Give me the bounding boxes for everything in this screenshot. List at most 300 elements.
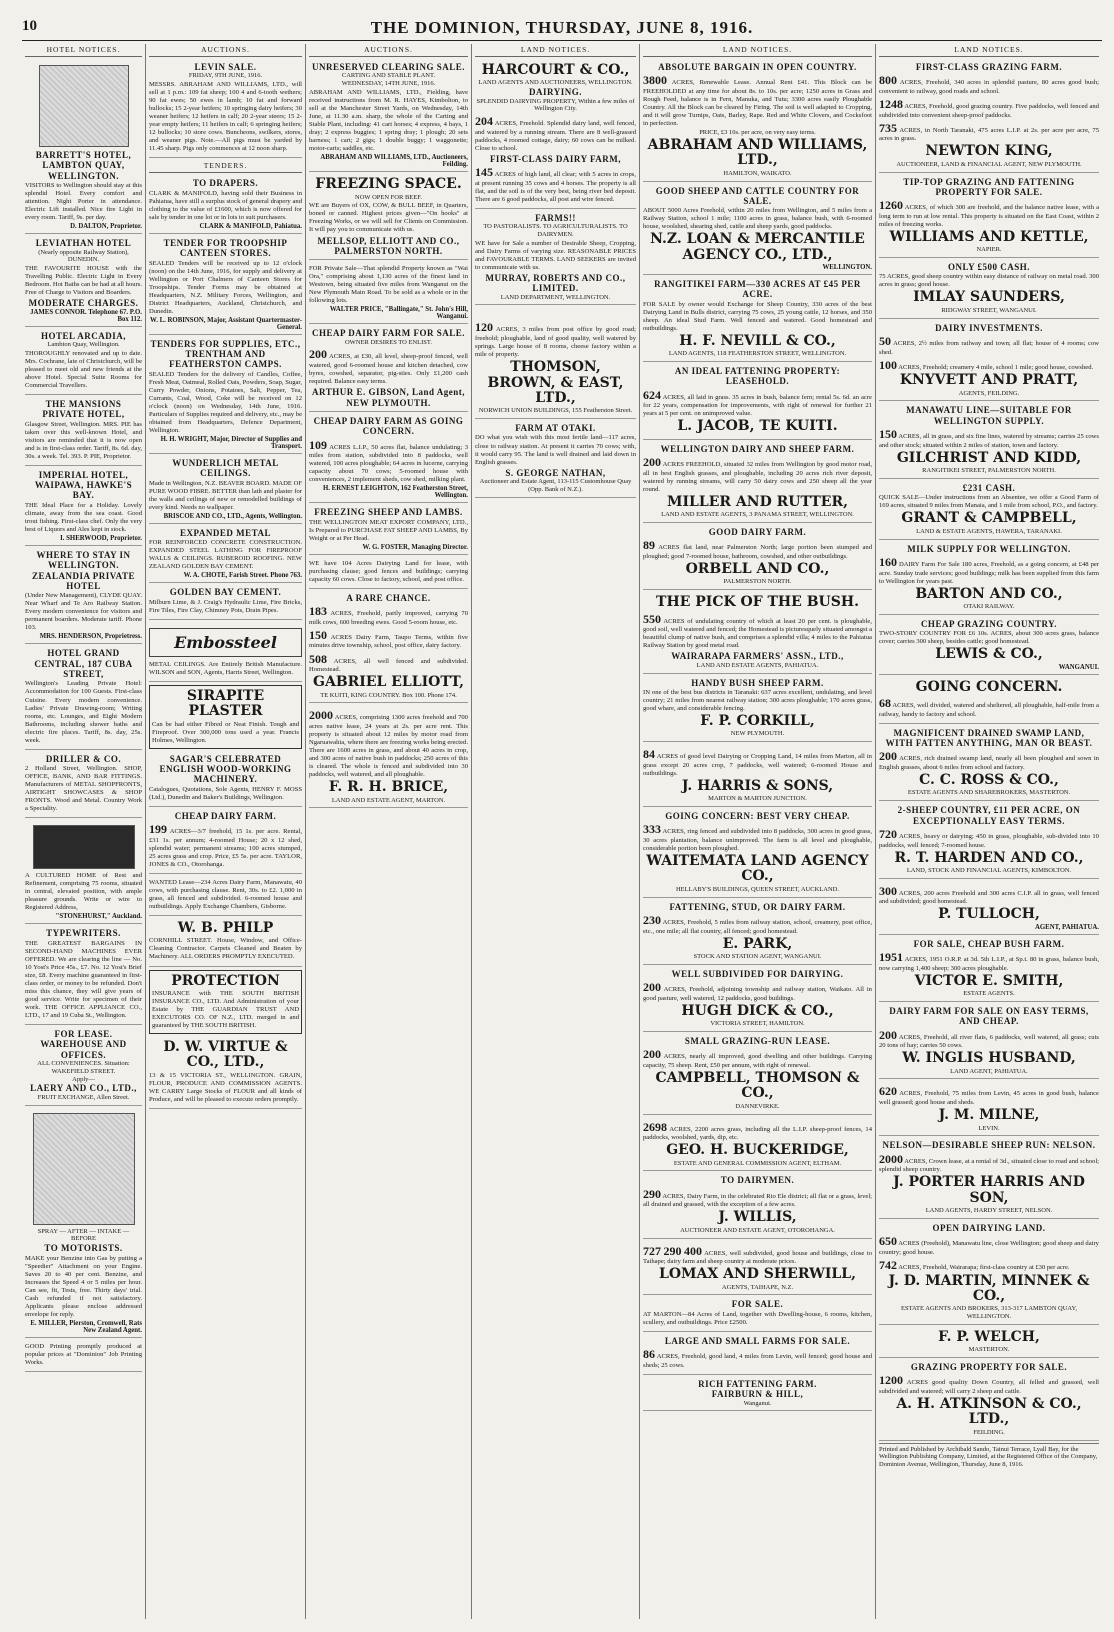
acreage: 200 — [643, 980, 661, 995]
ad-welch — [879, 1327, 1099, 1358]
ad-sirapite — [149, 685, 302, 749]
ad-title: WELLINGTON DAIRY AND SHEEP FARM. — [660, 443, 855, 454]
acreage: 84 — [643, 747, 655, 762]
ad-harris-sons — [643, 744, 872, 807]
ad-body — [643, 1347, 872, 1370]
ad-body: THE WELLINGTON MEAT EXPORT COMPANY, LTD., Is Prepared to PURCHASE FAT SHEEP AND LAMBS, By Weight or at Per Head. — [309, 518, 468, 542]
ad-brand: P. TULLOCH, — [938, 906, 1040, 923]
ad-title: A RARE CHANCE. — [346, 592, 431, 603]
acreage: 624 — [643, 387, 661, 402]
ad-signature: ABRAHAM AND WILLIAMS, LTD., Auctioneers, Feilding. — [320, 154, 468, 169]
ad-brand: J. M. MILNE, — [938, 1107, 1040, 1124]
ad-brand: J. HARRIS & SONS, — [681, 777, 834, 794]
ad-signature: MRS. HENDERSON, Proprietress. — [39, 633, 142, 641]
masthead-title: THE DOMINION, THURSDAY, JUNE 8, 1916. — [370, 18, 754, 37]
ad-address: VICTORIA STREET, HAMILTON. — [710, 1020, 805, 1028]
illustration-labels: SPRAY — AFTER — INTAKE — BEFORE — [37, 1227, 130, 1243]
ad-body: 75 ACRES, good sheep country within easy distance of railway on metal road. 300 acres in grass; good house. — [879, 273, 1099, 289]
ad-body — [309, 604, 468, 627]
acreage: 204 — [475, 114, 493, 129]
ad-body: ABRAHAM AND WILLIAMS, LTD., Fielding, have received instructions from M. R. HAYES, Kimbolton, to sell at the Manchester Street Yards, on Wednesday, 14th June, at 11.30 a.m. sharp, the whole of the Carting and Stable Plant, including: 41 cart horses; 4 express, 4 bays, 1 dray; 2 express buggies; 1 spring dray; 1 plough; 20 sets harness; 1 cart; 2 gigs; 1 double buggy; 1 waggonette; motor-carts; saddles, etc. — [309, 88, 468, 153]
ad-title: FOR SALE. — [731, 1299, 784, 1310]
ad-title: TENDER FOR TROOPSHIP CANTEEN STORES. — [163, 237, 288, 259]
ad-philp — [149, 918, 302, 966]
ad-brand: ORBELL AND CO., — [685, 561, 830, 578]
ad-private-sale — [309, 262, 468, 324]
ad-title: WELL SUBDIVIDED FOR DAIRYING. — [671, 968, 844, 979]
ad-grant-campbell — [879, 481, 1099, 540]
ad-thomson-brown-east — [475, 317, 636, 419]
hotel-building-illustration — [39, 65, 129, 147]
ad-title: MAGNIFICENT DRAINED SWAMP LAND, WITH FATTEN ANYTHING, MAN OR BEAST. — [885, 727, 1093, 748]
acreage: 650 — [879, 1234, 897, 1249]
ad-title: MANAWATU LINE—SUITABLE FOR WELLINGTON SUPPLY. — [906, 405, 1072, 426]
ad-brand: S. GEORGE NATHAN, — [505, 467, 606, 478]
ad-hugh-dick — [643, 967, 872, 1032]
ad-address: MARTON & MARTON JUNCTION. — [708, 795, 807, 803]
ad-gilchrist-kidd — [879, 403, 1099, 479]
ad-body: MESSRS. ABRAHAM AND WILLIAMS, LTD., will sell at 1 p.m.: 109 fat sheep; 100 4 and 6-tooth wethers; 90 fat ewes; 50 ewes in lamb; 10 fat and forward bullocks; 15 2-year heifers; 10 springing dairy heifers; 30 weaner heifers; 12 heifers in calf; 20 2-year steers; 15 2-year empty heifers; 11 heifers in calf; 6 springing heifers; 12 bullocks; 10 store cows. Buncheons, swilkers, stores, and weaner pigs. Note.—All pigs must be yarded by 11.45 sharp. Pigs only commences at 12 noon sharp. — [149, 81, 302, 153]
carburettor-illustration — [33, 1113, 135, 1225]
column-hotel-notices — [22, 44, 146, 1619]
ad-title: MILK SUPPLY FOR WELLINGTON. — [907, 543, 1071, 554]
ad-rare-chance — [309, 591, 468, 704]
ad-subtitle: (Nearly opposite Railway Station), DUNEDIN. — [38, 248, 129, 264]
ad-leviathan-hotel — [25, 236, 142, 326]
column-auctions-1 — [146, 44, 306, 1619]
ad-brand: GILCHRIST AND KIDD, — [896, 449, 1082, 466]
ad-address: LAND, STOCK AND FINANCIAL AGENTS, KIMBOLTON. — [906, 866, 1072, 874]
acreage: 720 — [879, 826, 897, 841]
ad-title: PROTECTION — [171, 972, 280, 989]
acreage: 200 — [879, 749, 897, 764]
column-header: HOTEL NOTICES. — [25, 44, 142, 57]
ad-brand: HUGH DICK & CO., — [681, 1002, 834, 1019]
ad-title: SPLENDID DAIRYING PROPERTY, Within a few miles of Wellington City. — [476, 97, 635, 113]
ad-cheap-dairy-farm — [149, 809, 302, 874]
ad-body: 2 Holland Street, Wellington. SHOP, OFFICE, BANK, AND BAR FITTINGS. Manufacturers of METAL SHOPFRONTS, AIRTIGHT SHOWCASES & SHOP FRONTS. Wood and Metal. Country Work a Speciality. — [25, 765, 142, 813]
ad-text: ACRES (Freehold), Manawatu line, close Wellington; good sheep and dairy country; good house. — [879, 1240, 1099, 1256]
ad-heading: FARMS!! — [535, 212, 576, 223]
ad-signature: H. H. WRIGHT, Major, Director of Supplies and Transport. — [160, 436, 302, 451]
ad-body: Made in Wellington, N.Z. BEAVER BOARD. MADE OF PURE WOOD FIBRE. BETTER than lath and plaster for the walls and ceilings of new or remodelled buildings of every kind. Needs no wallpaper. — [149, 479, 302, 511]
ad-brand: HARCOURT & CO., — [481, 62, 630, 78]
ad-text: ACRES, all laid in grass. 35 acres in bush, balance fern; rental 5s. 6d. an acre for 22 years, compensation for improvements, with right of renewal for further 21 years at 5 per cent. on unimproved value. — [643, 393, 872, 418]
ad-title: HOTEL ARCADIA, — [40, 330, 127, 341]
ad-apply: Apply— — [72, 1075, 95, 1083]
ad-heading: TO MOTORISTS. — [44, 1243, 123, 1254]
column-header: LAND NOTICES. — [475, 44, 636, 57]
ad-body: Can be had either Fibred or Neat Finish. Tough and Fireproof. Over 300,000 tons used a year. Francis Holmes, Wellington. — [152, 720, 299, 744]
ad-address: FRUIT EXCHANGE, Allen Street. — [37, 1093, 130, 1101]
masthead — [22, 18, 1102, 41]
ad-body: Catalogues, Quotations, Sole Agents, HENRY F. MOSS (Ltd.), Dunedin and Baker's Buildings, Wellington. — [149, 785, 302, 801]
ad-brand: ARTHUR E. GIBSON, Land Agent, NEW PLYMOUTH. — [312, 387, 465, 408]
acreage: 290 — [643, 1186, 661, 1201]
ad-body: SEALED Tenders will be received up to 12 o'clock (noon) on the 14th June, 1916, for supply and delivery at Wellington or Port Chalmers of Canteen Stores for Troopships. Tender Forms may be obtained at Headquarters, N.Z. Military Forces, Wellington, and District Headquarters, Auckland, Christchurch, and Dunedin. — [149, 259, 302, 315]
ad-body: Wellington's Leading Private Hotel: Accommodation for 100 Guests. First-class Cuisine. Every modern convenience. Ladies' Private Drawing-room; Writing rooms, etc. Lounges, and Eight Modern Bathrooms, including shower baths and electric fire places. Tariff, 8s. day, 25s. week. — [25, 680, 142, 744]
ad-brand: NEWTON KING, — [925, 143, 1053, 160]
ad-martin-minnek — [879, 1221, 1099, 1325]
ad-buckeridge — [643, 1117, 872, 1172]
ad-title: FATTENING, STUD, OR DAIRY FARM. — [669, 901, 846, 912]
ad-text: ACRES, well subdivided, good house and buildings, close to Taihape; dairy farm and sheep country at moderate prices. — [643, 1249, 872, 1266]
ad-title: ONLY £500 CASH. — [947, 262, 1031, 273]
ad-text: ACRES—3/7 freehold, 15 1s. per acre. Rental, £31 1s. per annum; 4-roomed House; 20 x 12 shed, splendid water; permanent streams; 100 acres stumped, 25 acres grass and crop. Price, £5 5s. per acre. TAYLOR, JONES & CO., Otorohanga. — [149, 828, 302, 868]
ad-text: ACRES Dairy Farm, Taupo Terms, within five minutes drive township, school, post office, dairy factory. — [309, 633, 468, 650]
acreage: 735 — [879, 120, 897, 135]
acreage: 50 — [879, 334, 891, 348]
ad-body — [643, 822, 872, 853]
ad-signature: "STONEHURST," Auckland. — [55, 913, 142, 921]
ad-title: GOING CONCERN. — [915, 678, 1063, 695]
ad-title: TENDERS FOR SUPPLIES, ETC., TRENTHAM AND FEATHERSTON CAMPS. — [150, 338, 301, 370]
ad-address: AGENTS, TAIHAPE, N.Z. — [721, 1283, 794, 1291]
ad-body — [643, 1244, 872, 1267]
ad-title: OPEN DAIRYING LAND. — [932, 1222, 1046, 1233]
ad-body — [309, 438, 468, 485]
ad-address: OTAKI RAILWAY. — [963, 603, 1015, 611]
ad-knyvett-pratt — [879, 321, 1099, 402]
ad-title: ABSOLUTE BARGAIN IN OPEN COUNTRY. — [658, 62, 857, 72]
acreage: 109 — [309, 437, 327, 452]
ad-lewis — [879, 617, 1099, 675]
ad-body — [879, 1028, 1099, 1051]
ad-title: CHEAP DAIRY FARM. — [174, 810, 277, 821]
acreage: 120 — [475, 320, 493, 335]
ad-title: TIP-TOP GRAZING AND FATTENING PROPERTY FOR SALE. — [903, 176, 1075, 197]
ad-going-concern-68 — [879, 677, 1099, 724]
ad-title: IMPERIAL HOTEL, WAIPAWA, HAWKE'S BAY. — [34, 469, 133, 501]
ad-text: ACRES, all in grass, and six fine lines, watered by streams; carries 25 cows and other stock; situated within 2 miles of station, town and factory. — [879, 433, 1099, 449]
ad-body — [879, 334, 1099, 357]
column-header: LAND NOTICES. — [879, 44, 1099, 57]
ad-title: LEVIN SALE. — [194, 62, 257, 72]
ad-body — [879, 427, 1099, 450]
ad-brand: IMLAY SAUNDERS, — [913, 289, 1065, 306]
acreage: 1260 — [879, 198, 903, 213]
ad-grand-central-hotel — [25, 646, 142, 749]
ad-address: NAPIER. — [976, 246, 1002, 254]
acreage: 89 — [643, 538, 655, 553]
ad-brand: WAITEMATA LAND AGENCY CO., — [646, 853, 869, 885]
ad-going-concern — [309, 414, 468, 503]
ad-text: ACRES, of which 300 are freehold, and the balance native lease, with a long term to run at low rental. This property is situated on the East Coast, within 2 miles of freezing works. — [879, 204, 1099, 228]
ad-canteen-stores — [149, 236, 302, 335]
ad-fairburn-hill — [643, 1377, 872, 1411]
ad-body: WE are Buyers of OX, COW, & BULL BEEF, in Quarters, boned or canned. Highest prices given—"On hooks" at Freezing Works, or we will sell for Clients on Commission. It will pay you to communicate with us. — [309, 202, 468, 234]
ad-brand: F. P. WELCH, — [938, 1328, 1040, 1345]
ad-body: 13 & 15 VICTORIA ST., WELLINGTON. GRAIN, FLOUR, PRODUCE AND COMMISSION AGENTS. WE CARRY Large Stocks of FLOUR and all kinds of Produce, and will be pleased to execute orders promptly. — [149, 1071, 302, 1103]
ad-body — [309, 347, 468, 386]
ad-nz-loan-mercantile — [643, 184, 872, 276]
ad-text: ACRES flat land, near Palmerston North; large portion been stumped and ploughed; good 7-roomed house, bathroom, cowshed, and other outbuildings. — [643, 544, 872, 561]
ad-text: ACRES, 200 acres Freehold and 300 acres C.I.P. all in grass, well fenced and subdivided; good homestead. — [879, 889, 1099, 906]
ad-body — [149, 822, 302, 869]
acreage: 183 — [309, 604, 327, 619]
ad-body — [879, 121, 1099, 144]
ad-waitemata — [643, 809, 872, 898]
acreage: 550 — [643, 611, 661, 626]
ad-text: ACRES, at £30, all level, sheep-proof fenced, well watered, good 6-roomed house and kitchen detached, cow byres, cowshed, separator, pig-sties. Only £1,200 cash required. Balance easy terms. — [309, 353, 468, 386]
ad-text: ACRES, in North Taranaki, 475 acres L.I.P. at 2s. per acre per acre, 75 acres in grass. — [879, 126, 1099, 143]
ad-brand: LEWIS & CO., — [935, 646, 1043, 663]
stonehurst-illustration — [33, 825, 135, 869]
ad-body — [643, 538, 872, 561]
ad-tulloch — [879, 881, 1099, 935]
ad-hotel-arcadia — [25, 329, 142, 395]
ad-pick-of-the-bush — [643, 592, 872, 673]
ad-address: WELLINGTON. — [822, 264, 872, 272]
ad-lomax-sherwill — [643, 1241, 872, 1296]
ad-address: MASTERTON. — [968, 1346, 1010, 1354]
ad-inglis-husband — [879, 1004, 1099, 1080]
ad-title: GOOD DAIRY FARM. — [708, 527, 807, 538]
ad-body — [643, 1187, 872, 1210]
acreage: 68 — [879, 696, 891, 710]
ad-signature: I. SHERWOOD, Proprietor. — [60, 534, 142, 542]
ad-atkinson — [879, 1360, 1099, 1441]
acreage: 800 — [879, 73, 897, 88]
ad-title: RANGITIKEI FARM—330 ACRES AT £45 PER ACRE. — [654, 279, 861, 300]
ad-body — [879, 73, 1099, 96]
ad-ross — [879, 726, 1099, 802]
columns — [22, 44, 1102, 1619]
ad-text: ACRES, comprising 1300 acres freehold and 700 acres native lease, 24 years at 2s. per acre rent. This property is situated about 12 miles by motor road from Ngaruawahia, where there are freezing works being erected. There are 1600 acres in grass, and about 40 acres in crop, and 300 acres of native bush in paddocks; 250 acres of this is cleared. The whole is fenced and subdivided into 30 paddocks, well watered, and all ploughable. — [309, 714, 468, 779]
ad-address: AUCTIONEER AND ESTATE AGENT, OTOROHANGA. — [680, 1226, 835, 1234]
ad-address: LAND DEPARTMENT, WELLINGTON. — [500, 293, 611, 301]
ad-address: Wanganui. — [743, 1399, 772, 1407]
ad-body: GOOD Printing promptly produced at popular prices at "Dominion" Job Printing Works. — [25, 1342, 142, 1366]
ad-farm-at-otaki — [475, 421, 636, 497]
section-header-tenders: TENDERS. — [149, 160, 302, 173]
ad-body — [879, 198, 1099, 229]
ad-body: QUICK SALE—Under instructions from an Absentee, we offer a Good Farm of 169 acres, situated 9 miles from Manaia, and 1 mile from school, P.O., and factory. — [879, 494, 1099, 510]
ad-freezing-sheep-lambs — [309, 505, 468, 554]
acreage: 3800 — [643, 73, 667, 88]
acreage: 620 — [879, 1084, 897, 1099]
ad-brand: FAIRBURN & HILL, — [711, 1389, 804, 1400]
ad-body: VISITORS to Wellington should stay at this splendid Hotel. Every comfort and attention. Night Porter in attendance. Electric Lift installed. Nice fire Light in every room. Tariff, 9s. per day. — [25, 182, 142, 222]
ad-brand: GEO. H. BUCKERIDGE, — [666, 1142, 849, 1159]
ad-title: GOOD SHEEP AND CATTLE COUNTRY FOR SALE. — [655, 185, 860, 206]
acreage: 1200 — [879, 1373, 903, 1388]
ad-title: BARRETT'S HOTEL, LAMBTON QUAY, WELLINGTON. — [35, 150, 132, 181]
acreage: 1951 — [879, 950, 903, 965]
ad-brand: R. T. HARDEN AND CO., — [894, 849, 1084, 866]
ad-address: Auctioneer and Estate Agent, 113-115 Customhouse Quay (Opp. Bank of N.Z.). — [479, 477, 632, 493]
ad-address: AGENT, PAHIATUA. — [1034, 923, 1099, 931]
acreage: 145 — [475, 165, 493, 180]
acreage: 742 — [879, 1257, 897, 1272]
ad-heading: FOR LEASE. — [54, 1029, 113, 1040]
ad-text: ACRES, ring fenced and subdivided into 8 paddocks, 300 acres in good grass, 30 acres plantation, balance unimproved. The farm is all level and ploughable, considerable portion been ploughed. — [643, 828, 872, 853]
ad-typewriters — [25, 926, 142, 1025]
ad-body — [643, 1047, 872, 1070]
ad-newton-king — [879, 60, 1099, 173]
ad-brand: LAERY AND CO., LTD., — [30, 1083, 137, 1094]
ad-text: ACRES, Crown lease, at a rental of 3d., situated close to road and school; splendid sheep country. — [879, 1157, 1099, 1174]
ad-title: FOR SALE, CHEAP BUSH FARM. — [913, 938, 1065, 949]
ad-brand: GABRIEL ELLIOTT, — [313, 674, 464, 691]
ad-body: THE FAVOURITE HOUSE with the Travelling Public. Electric Light in Every Bedroom. Hot Baths can be had at all hours. Free of Charge to Visitors and Boarders. — [25, 265, 142, 297]
ad-text: ACRES, Freehold, Wairarapa; first-class country at £30 per acre. — [898, 1263, 1070, 1271]
column-land-notices-2 — [640, 44, 876, 1619]
ad-text: ACRES good quality Down Country, all felled and grassed, well subdivided and watered; will carry 2 sheep and cattle. — [879, 1379, 1099, 1396]
ad-title: THE MANSIONS PRIVATE HOTEL, — [42, 398, 125, 420]
ad-body: CLARK & MANIFOLD, having sold their Business in Pahiatua, have still a surplus stock of general drapery and clothing to the value of £1600, which is now offered for sale by tender in one lot or in lots to suit purchasers. — [149, 189, 302, 221]
ad-body: A CULTURED HOME of Rest and Refinement, comprising 75 rooms, situated in central, elevated position, with ample pleasure grounds. Write or wire to Registered Address, — [25, 872, 142, 912]
ad-body — [879, 1084, 1099, 1107]
ad-williams-kettle — [879, 175, 1099, 259]
ad-imlay-saunders — [879, 260, 1099, 319]
ad-text: ACRES, Renewable Lease. Annual Rent £41. This Block can be FREEHOLDED at any time for about 8s. to 10s. per acre; 1250 acres in Grass and Rough Feed, balance is in Fern, Manuka, and Tutu; 3300 acres easily Ploughable Country. All the Block can be cleared by Firing. The soil is well adapted to Cropping, and it will grow Turnips, Oats, Barley, Rape. Red and White Clovers, and Cocksfoot in perfection. — [643, 79, 872, 128]
ad-title: D. W. VIRTUE & CO., LTD., — [163, 1039, 288, 1071]
ad-body — [475, 114, 636, 153]
ad-body: DO what you wish with this most fertile land—117 acres, close to railway station. At present it carries 70 cows; with, it would carry 95. The land is well drained and laid down in English grasses. — [475, 434, 636, 466]
ad-text: ACRES FREEHOLD, situated 32 miles from Wellington by good motor road, all in best English grasses, and ploughable, including 20 acres rich river deposit, watered by running streams, will carry 50 dairy cows and 250 sheep all the year round. — [643, 461, 872, 493]
ad-absolute-bargain — [643, 60, 872, 182]
ad-title: DAIRY FARM FOR SALE ON EASY TERMS, AND CHEAP. — [889, 1005, 1089, 1027]
ad-address: NORWICH UNION BUILDINGS, 155 Featherston Street. — [478, 407, 633, 415]
ad-body — [879, 97, 1099, 120]
ad-body: MAKE your Benzine into Gas by putting a "Speedier" Attachment on your Engine. Saves 20 to 40 per cent. Benzine, and Increases the Speed 4 or 5 miles per hour. Can see, fit, Tests, free. Thirty days' trial. Cash refunded if not satisfactory. Applicants please enclose addressed envelope for reply. — [25, 1254, 142, 1318]
acreage: 1248 — [879, 97, 903, 111]
acreage: 200 — [309, 347, 327, 362]
ad-title: TO DAIRYMEN. — [720, 1175, 795, 1186]
ad-text: ACRES of undulating country of which at least 20 per cent. is ploughable, good soil, well watered and fenced; the Homestead is picturesquely situated amongst a beautiful clump of native bush, and comprises a splendid villa; 4 miles to the Pahiatua Railway Station by good metal road. — [643, 617, 872, 650]
ad-to-drapers — [149, 176, 302, 233]
ad-body: Milburn Lime, & J. Craig's Hydraulic Lime, Fire Bricks, Fire Tiles, Fire Clay, Chimney Pots, Drain Pipes. — [149, 598, 302, 614]
ad-text: ACRES, rich drained swamp land, nearly all been ploughed and sown in English grasses, about 6 miles from school and factory. — [879, 755, 1099, 771]
acreage: 199 — [149, 822, 167, 837]
ad-title: 2-SHEEP COUNTRY, £11 PER ACRE, ON EXCEPTIONALLY EASY TERMS. — [897, 805, 1081, 826]
ad-body — [643, 1120, 872, 1143]
ad-text: ACRES, 2200 acres grass, including all the L.I.P. sheep-proof fences, 14 paddocks, woolshed, yards, dip, etc. — [643, 1125, 872, 1142]
ad-signature: W. G. FOSTER, Managing Director. — [362, 543, 468, 551]
ad-text: ACRES of good level Dairying or Cropping Land, 14 miles from Marton, all in grass except 20 acres crop, 7 paddocks, well watered; 6-roomed House and outbuildings. — [643, 753, 872, 777]
ad-title: GOLDEN BAY CEMENT. — [169, 587, 282, 598]
ad-body: IN one of the best bus districts in Taranaki: 637 acres excellent, undulating, and level country; 21 miles from nearest railway station; 300 acres ploughable; 170 acres grass, good whare, and considerable fencing. — [643, 688, 872, 712]
acreage: 2000 — [309, 708, 333, 723]
ad-title: ZEALANDIA PRIVATE HOTEL — [32, 570, 135, 591]
ad-body — [879, 1152, 1099, 1175]
ad-body — [643, 455, 872, 494]
ad-expanded-metal — [149, 526, 302, 583]
ad-text: ACRES, heavy or dairying; 450 in grass, ploughable, sub-divided into 10 paddocks, well fenced; 7-roomed house. — [879, 832, 1099, 849]
ad-stonehurst — [25, 820, 142, 924]
ad-text: ACRES, Freehold, adjoining township and railway station, Waikato. All in good pasture, well watered, 12 paddocks, good buildings. — [643, 986, 872, 1002]
ad-body: FOR REINFORCED CONCRETE CONSTRUCTION. EXPANDED STEEL LATHING FOR FIREPROOF WALLS & CEILINGS. RUBEROID ROOFING. NEW ZEALAND GOLDEN BAY CEMENT. — [149, 539, 302, 571]
ad-south-british-insurance — [149, 970, 302, 1035]
ad-rangitikei-farm — [643, 277, 872, 362]
ad-address: AGENTS, FEILDING. — [958, 389, 1020, 397]
ad-address: LAND AND ESTATE AGENTS, PAHIATUA. — [696, 661, 819, 669]
ad-body: CORNHILL STREET. House, Window, and Office-Cleaning Contractor. Carpets Cleaned and Beaten by Machinery. ALL ORDERS PROMPTLY EXECUTED. — [149, 937, 302, 961]
ad-address: ESTATE AGENTS AND BROKERS, 313-317 LAMBTON QUAY, WELLINGTON. — [901, 1305, 1077, 1321]
ad-wanted-lease — [149, 876, 302, 916]
ad-subtitle: OWNER DESIRES TO ENLIST. — [344, 338, 433, 346]
ad-brand: CAMPBELL, THOMSON & CO., — [655, 1070, 860, 1102]
ad-title: WAREHOUSE AND OFFICES. — [40, 1039, 127, 1060]
ad-address: ESTATE AGENTS. — [963, 990, 1015, 998]
ad-body — [879, 950, 1099, 973]
ad-body: THE GREATEST BARGAINS IN SECOND-HAND MACHINES EVER OFFERED. We are clearing the line — No. 10 Yost's Price 45s., £7. No. 12 Yost's Brief size, £8. Every machine guaranteed in first-class order, or money to be refunded. Don't miss this chance, they will give years of good service. Write for specimen of their work. THE OFFICE APPLIANCE CO., LTD., 17 and 19 Cuba St., Wellington. — [25, 939, 142, 1020]
ad-title: HANDY BUSH SHEEP FARM. — [691, 677, 824, 688]
ad-address: HAMILTON, WAIKATO. — [723, 169, 792, 177]
ad-body — [643, 388, 872, 419]
ad-date: WEDNESDAY, 14TH JUNE, 1916. — [341, 80, 436, 88]
ad-camp-supplies — [149, 337, 302, 454]
ad-address: LAND & ESTATE AGENTS, HAWERA, TARANAKI. — [916, 527, 1062, 535]
ad-title: CHEAP GRAZING COUNTRY. — [920, 618, 1058, 629]
embossteel-logo: Embossteel — [149, 628, 302, 657]
ad-brand: A. H. ATKINSON & CO., LTD., — [896, 1396, 1082, 1428]
ad-virtue — [149, 1037, 302, 1109]
ad-text: ACRES, Freehold, 5 miles from railway station, school, creamery, post office, etc., one mile; all flat country, all fenced; good homestead. — [643, 918, 872, 935]
ad-address: RANGITIKEI STREET, PALMERSTON NORTH. — [922, 467, 1056, 475]
ad-body: THOROUGHLY renovated and up to date. Mrs. Cochrane, late of Christchurch, will be pleased to meet old and new friends at the above Hotel. Special Suite Rooms for Commercial Travellers. — [25, 349, 142, 389]
ad-signature: H. ERNEST LEIGHTON, 162 Featherston Street, Wellington. — [322, 485, 468, 500]
ad-text: ACRES, Freehold; creamery 4 mile, school 1 mile; good house, cowshed. — [898, 363, 1094, 371]
ad-signature: W. A. CHOTE, Farish Street. Phone 763. — [183, 572, 302, 580]
ad-text: ACRES, Dairy Farm, in the celebrated Rio Ele district; all flat or a grass, level; all drained and grassed, with the exception of a few acres. — [643, 1192, 872, 1209]
ad-title: FARM AT OTAKI. — [515, 423, 596, 434]
column-land-notices-1 — [472, 44, 640, 1619]
ad-signature: JAMES CONNOR. Telephone 67. P.O. Box 112. — [30, 308, 142, 323]
ad-title: THE PICK OF THE BUSH. — [656, 594, 859, 611]
ad-barton — [879, 542, 1099, 615]
ad-title: SAGAR'S CELEBRATED ENGLISH WOOD-WORKING MACHINERY. — [159, 753, 292, 785]
ad-brand: E. PARK, — [722, 935, 793, 952]
ad-brand: MURRAY, ROBERTS AND CO., LIMITED. — [485, 272, 626, 294]
ad-brand: ABRAHAM AND WILLIAMS, LTD., — [647, 136, 868, 169]
ad-address: LAND AND ESTATE AGENT, MARTON. — [331, 796, 446, 804]
column-header: AUCTIONS. — [149, 44, 302, 57]
ad-sagar-machinery — [149, 752, 302, 807]
ad-body: TWO-STORY COUNTRY FOR £6 10s. ACRES, about 300 acres grass, balance cover; carries 300 sheep, besides cattle; good homestead. — [879, 630, 1099, 646]
ad-title: WUNDERLICH METAL CEILINGS. — [172, 458, 279, 479]
ad-body: FOR SALE by owner would Exchange for Sheep Country, 330 acres of the best Dairying Land in Bulls district, carrying 75 cows, 25 young cattle, 12 horses, and 350 sheep. An ideal Stud Farm. Well fenced and watered. Good homestead and outbuildings. — [643, 300, 872, 332]
page-number: 10 — [22, 18, 37, 34]
ad-brand: VICTOR E. SMITH, — [914, 972, 1064, 989]
ad-campbell-thomson — [643, 1034, 872, 1115]
ad-printing — [25, 1340, 142, 1372]
ad-subtitle: Lambton Quay, Wellington. — [47, 340, 120, 348]
ad-owner-enlist — [309, 326, 468, 412]
ad-title: FREEZING SPACE. — [315, 176, 462, 193]
ad-text: ACRES, nearly all improved, good dwelling and other buildings. Carrying capacity, 75 sheep. Rent, £50 per annum, with right of renewal. — [643, 1053, 872, 1069]
ad-marton-sale — [643, 1297, 872, 1331]
acreage: 300 — [879, 883, 897, 898]
ad-jacob — [643, 364, 872, 440]
ad-text: ACRES L.I.P., 50 acres flat, balance undulating; 3 miles from station, subdivided into 8 paddocks, well watered, 100 acres ploughable; 64 acres in lucerne, carrying capacity about 70 cows; 5-roomed house with conveniences, 2 implement sheds, cow shed, milking plant. — [309, 443, 468, 484]
printer-imprint: Printed and Published by Archibald Sando, Tainui Terrace, Lyall Bay, for the Wellington Publishing Company, Limited, at the Registered Office of the Company, Dominion Avenue, Wellington, Thursday, June 8, 1916. — [879, 1443, 1099, 1469]
ad-title: DAIRY INVESTMENTS. — [935, 322, 1043, 333]
acreage: 200 — [643, 1047, 661, 1062]
ad-address: WANGANUI. — [1058, 663, 1099, 671]
ad-address: ESTATE AND GENERAL COMMISSION AGENT, ELTHAM. — [673, 1159, 842, 1167]
ad-title: CHEAP DAIRY FARM FOR SALE. — [312, 328, 465, 339]
ad-brand: L. JACOB, TE KUITI. — [677, 418, 838, 435]
ad-body — [879, 827, 1099, 850]
ad-speedier-attachment — [25, 1108, 142, 1338]
ad-title: W. B. PHILP — [177, 920, 274, 937]
ad-body — [475, 320, 636, 359]
ad-body: METAL CEILINGS. Are Entirely British Manufacture. WILSON and SON, Agents, Harris Street, Wellington. — [149, 660, 302, 676]
ad-address: LAND AGENTS, 118 FEATHERSTON STREET, WELLINGTON. — [668, 350, 847, 358]
ad-brand: MILLER AND RUTTER, — [667, 493, 848, 510]
